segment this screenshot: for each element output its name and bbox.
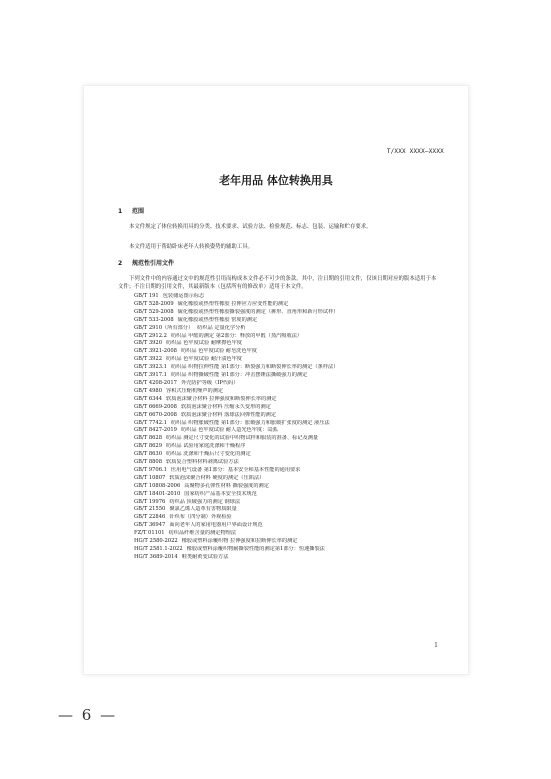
- reference-item: [134, 348, 444, 356]
- reference-item: [134, 483, 444, 491]
- reference-title: 软质复合塑料材料剥离试验方法: [166, 459, 239, 466]
- reference-code: GB/T 8630: [134, 451, 163, 458]
- reference-item: [134, 530, 444, 538]
- reference-item: [134, 325, 444, 333]
- reference-code: GB/T 8808: [134, 459, 163, 466]
- reference-code: GB/T 19976: [134, 498, 166, 505]
- reference-code: GB/T 3922: [134, 356, 163, 363]
- section-2-number: 2: [118, 260, 123, 267]
- reference-item: [134, 388, 444, 396]
- section-1-paragraph-1: 本文件规定了体位转换用具的分类、技术要求、试验方法、检验规范、标志、包装、运输和贮存要求。: [129, 224, 372, 231]
- reference-title: 软质泡沫聚合材料 压缩永久变形的测定: [180, 403, 271, 410]
- reference-title: 针织布（四分制）外观检验: [169, 514, 232, 521]
- reference-title: 纺织品 甲醛的测定 第2部分：释放的甲醛（蒸汽吸收法）: [170, 332, 303, 339]
- reference-item: [134, 514, 444, 522]
- section-1-title: 范围: [132, 208, 145, 215]
- reference-code: GB/T 21550: [134, 506, 166, 513]
- footer-page-number: — 6 —: [58, 706, 118, 724]
- reference-code: GB/T 10808-2006: [134, 482, 181, 489]
- reference-code: GB/T 2910（所有部分）: [134, 324, 194, 331]
- reference-title: 硫化橡胶或热塑性橡胶 拉伸应力应变性能的测定: [177, 300, 289, 307]
- reference-title: 国家纺织产品基本安全技术规范: [184, 490, 257, 497]
- reference-item: [134, 467, 444, 475]
- reference-code: GB/T 2912.2: [134, 332, 167, 339]
- reference-code: GB/T 7742.1: [134, 419, 167, 426]
- document-page: [84, 86, 468, 674]
- reference-item: [134, 333, 444, 341]
- reference-title: 纺织品 色牢度试验 耐汗渍色牢度: [166, 356, 242, 363]
- reference-title: 纺织品 色牢度试验 耐皂洗色牢度: [180, 348, 257, 355]
- document-title: 老年用品 体位转换用具: [219, 174, 333, 187]
- reference-list: [134, 293, 444, 562]
- reference-item: [134, 301, 444, 309]
- reference-item: [134, 554, 444, 562]
- section-2-title: 规范性引用文件: [132, 260, 175, 267]
- reference-item: [134, 499, 444, 507]
- reference-title: 纺织品 织物胀破性能 第1部分：胀破强力和胀破扩张度的测定 液压法: [170, 419, 330, 426]
- reference-code: GB/T 3917.1: [134, 372, 167, 379]
- reference-item: [134, 317, 444, 325]
- document-code: T/XXX XXXX—XXXX: [386, 148, 444, 155]
- reference-item: [134, 475, 444, 483]
- reference-code: GB/T 533-2008: [134, 316, 174, 323]
- reference-code: HG/T 3689-2014: [134, 553, 178, 560]
- reference-code: GB/T 6669-2008: [134, 403, 177, 410]
- reference-item: [134, 340, 444, 348]
- reference-title: 纺织品 试验用家庭洗涤和干燥程序: [166, 443, 246, 450]
- reference-item: [134, 435, 444, 443]
- reference-title: 硫化橡胶或热塑性橡胶撕裂强度的测定（裤形、直角形和新月形试样）: [177, 308, 339, 315]
- reference-code: GB/T 6344: [134, 395, 163, 402]
- reference-item: [134, 506, 444, 514]
- reference-item: [134, 404, 444, 412]
- reference-title: 聚氯乙烯人造革有害物质限量: [169, 506, 237, 513]
- reference-title: 硫化橡胶或热塑性橡胶 密度的测定: [177, 316, 258, 323]
- reference-title: 医用电气设备 第1部分：基本安全和基本性能的通用要求: [170, 466, 301, 473]
- reference-item: [134, 380, 444, 388]
- reference-code: GB/T 528-2009: [134, 300, 174, 307]
- reference-item: [134, 451, 444, 459]
- reference-item: [134, 309, 444, 317]
- reference-code: GB/T 3921-2008: [134, 348, 177, 355]
- reference-code: GB/T 18401-2010: [134, 490, 181, 497]
- reference-title: 纺织品 洗涤和干燥后尺寸变化的测定: [166, 451, 251, 458]
- reference-code: GB/T 3920: [134, 340, 163, 347]
- reference-item: [134, 372, 444, 380]
- reference-code: GB/T 191: [134, 293, 159, 299]
- section-2-intro: 下列文件中的内容通过文中的规范性引用而构成本文件必不可少的条款。其中，注日期的引用文件，仅该日期对应的版本适用于本文件；不注日期的引用文件，其最新版本（包括所有的修改单）适用于本文件。: [118, 276, 437, 290]
- reference-title: 纺织品 织物撕破性能 第1部分：冲击摆锤法撕破强力的测定: [170, 372, 308, 379]
- reference-item: [134, 427, 444, 435]
- reference-title: 橡胶或塑料涂覆织物 拉伸强度和拉断伸长率的测定: [181, 538, 298, 545]
- section-1-number: 1: [118, 208, 123, 215]
- reference-item: [134, 491, 444, 499]
- reference-code: HG/T 2581.1-2022: [134, 546, 183, 552]
- reference-item: [134, 420, 444, 428]
- section-1-paragraph-2: 本文件适用于帮助卧床老年人转换姿势的辅助工具。: [129, 244, 253, 251]
- reference-code: GB/T 10807: [134, 474, 166, 481]
- reference-item: [134, 546, 444, 554]
- reference-item: [134, 538, 444, 546]
- reference-item: [134, 443, 444, 451]
- reference-item: [134, 459, 444, 467]
- reference-title: 纺织品 色牢度试验 耐摩擦色牢度: [166, 340, 242, 347]
- reference-item: [134, 364, 444, 372]
- reference-code: GB/T 6670-2008: [134, 411, 177, 418]
- reference-item: [134, 522, 444, 530]
- reference-code: GB/T 8628: [134, 435, 163, 442]
- reference-title: 容积式压缩机噪声的测定: [166, 387, 224, 394]
- reference-code: GB/T 4980: [134, 387, 163, 394]
- reference-code: FZ/T 01101: [134, 530, 165, 537]
- reference-title: 纺织品纤维含量的测定物理法: [168, 530, 237, 537]
- inner-page-number: 1: [434, 642, 438, 649]
- reference-item: [134, 356, 444, 364]
- reference-code: HG/T 2580-2022: [134, 538, 178, 545]
- reference-item: [134, 412, 444, 420]
- reference-item: [134, 396, 444, 404]
- reference-code: GB/T 36947: [134, 522, 166, 529]
- reference-code: GB/T 3923.1: [134, 364, 167, 371]
- reference-title: 高聚物多孔弹性材料 撕裂强度的测定: [184, 482, 269, 489]
- reference-title: 面向老年人的家用电器用户界面设计规范: [169, 522, 263, 529]
- reference-code: GB/T 529-2008: [134, 308, 174, 315]
- reference-code: GB/T 22846: [134, 514, 166, 521]
- reference-title: 纺织品 色牢度试验 耐人造光色牢度：氙弧: [180, 427, 278, 434]
- reference-title: 外壳防护等级（IP代码）: [180, 379, 239, 386]
- reference-title: 软质泡沫聚合材料 硬度的测定（压陷法）: [169, 474, 265, 481]
- reference-title: 纺织品 定量化学分析: [197, 324, 246, 331]
- reference-title: 包装储运图示标志: [162, 293, 205, 299]
- section-1-heading: [118, 206, 144, 215]
- reference-code: GB/T 8629: [134, 443, 163, 450]
- reference-title: 橡胶或塑料涂覆织物耐撕裂性能的测定第1部分：恒速撕裂法: [186, 546, 325, 552]
- reference-title: 鞋类耐黄变试验方法: [181, 553, 229, 560]
- reference-title: 纺织品 测定尺寸变化的试验中织物试样和服装的准备、标记及测量: [166, 435, 319, 442]
- reference-title: 软质泡沫聚合材料 拉伸强度和断裂伸长率的测定: [166, 395, 277, 402]
- reference-title: 纺织品 织物拉伸性能 第1部分：断裂强力和断裂伸长率的测定（条样法）: [170, 364, 339, 371]
- reference-code: GB/T 8427-2019: [134, 427, 177, 434]
- section-2-heading: [118, 258, 174, 267]
- reference-title: 软质泡沫聚合材料 落球法回弹性能的测定: [180, 411, 277, 418]
- reference-title: 纺织品 顶破强力的测定 钢球法: [169, 498, 241, 505]
- reference-item: [134, 293, 444, 301]
- reference-code: GB/T 4208-2017: [134, 379, 177, 386]
- reference-code: GB/T 9706.1: [134, 466, 167, 473]
